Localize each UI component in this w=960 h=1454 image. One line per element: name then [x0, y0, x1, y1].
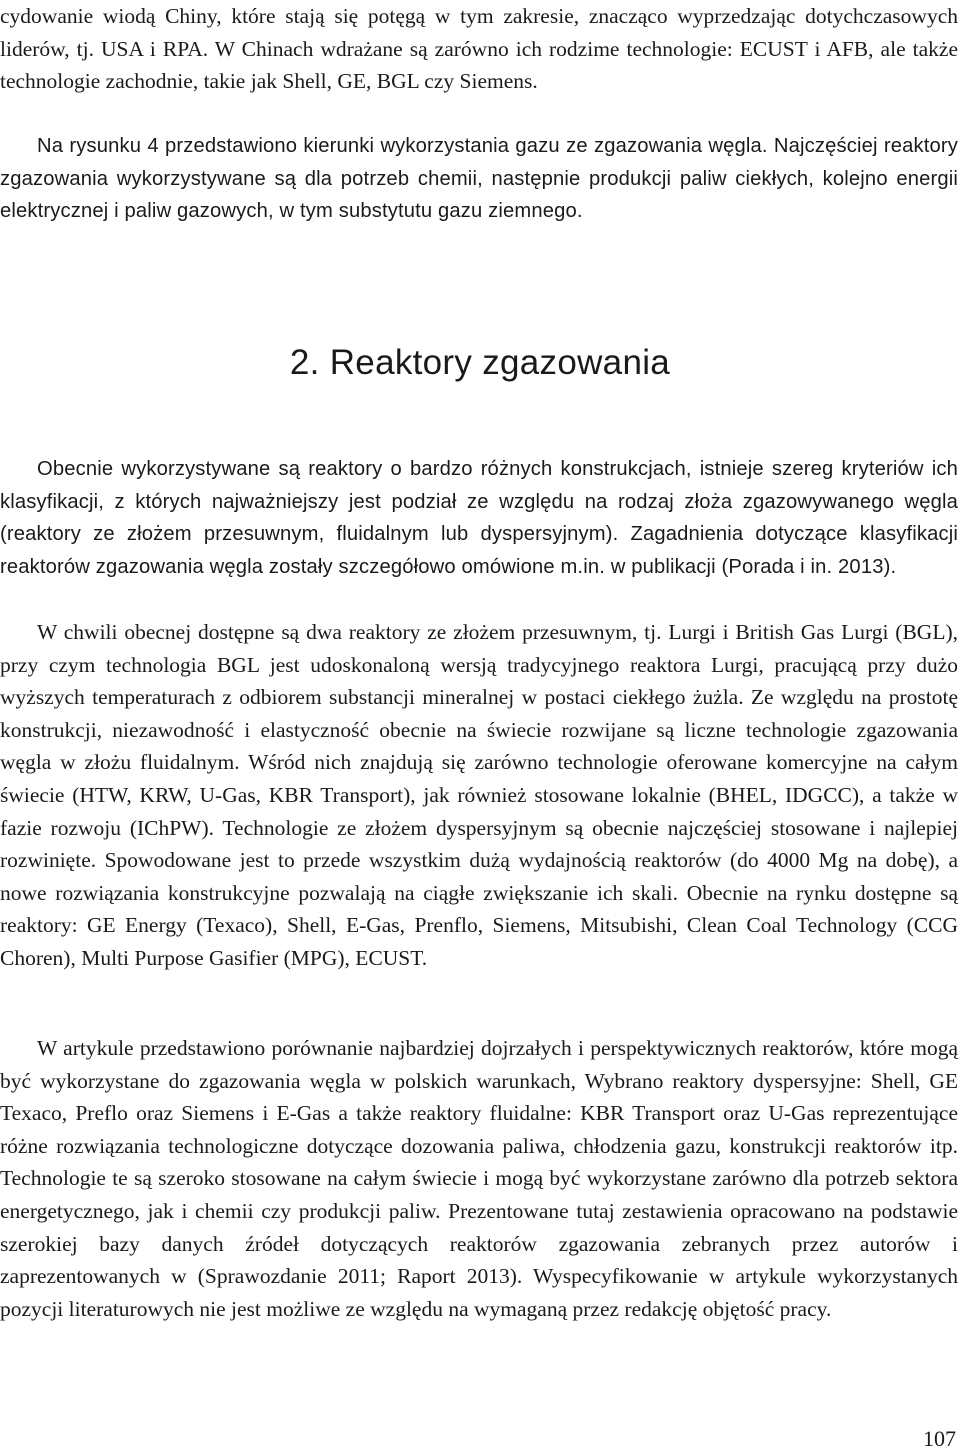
paragraph-lurgi: W chwili obecnej dostępne są dwa reaktory ze złożem przesuwnym, tj. Lurgi i British Gas Lurgi (BGL), przy czym technologia BGL jest udoskonaloną wersją tradycyjnego reaktora Lurgi, pracującą przy dużo wyższych temperaturach z odbiorem substancji mineralnej w postaci ciekłego żużla. Ze względu na prostotę konstrukcji, niezawodność i elastyczność obecnie na świecie rozwijane są liczne technologie zgazowania węgla w złożu fluidalnym. Wśród nich znajdują się zarówno technologie oferowane komercyjne na całym świecie (HTW, KRW, U-Gas, KBR Transport), jak również stosowane lokalnie (BHEL, IDGCC), a także w fazie rozwoju (IChPW). Technologie ze złożem dyspersyjnym są obecnie najczęściej stosowane i najlepiej rozwinięte. Spowodowane jest to przede wszystkim dużą wydajnością reaktorów (do 4000 Mg na dobę), a nowe rozwiązania konstrukcyjne pozwalają na ciągłe zwiększanie ich skali. Obecnie na rynku dostępne są reaktory: GE Energy (Texaco), Shell, E-Gas, Prenflo, Siemens, Mitsubishi, Clean Coal Technology (CCG Choren), Multi Purpose Gasifier (MPG), ECUST.: [0, 620, 958, 970]
section-heading: 2. Reaktory zgazowania: [289, 343, 671, 382]
paragraph-figure-reference: Na rysunku 4 przedstawiono kierunki wykorzystania gazu ze zgazowania węgla. Najczęściej reaktory zgazowania wykorzystywane są dla potrzeb chemii, następnie produkcji paliw ciekłych, kolejno energii elektrycznej i paliw gazowych, w tym substytutu gazu ziemnego.: [0, 135, 958, 223]
paragraph-intro: Obecnie wykorzystywane są reaktory o bardzo różnych konstrukcjach, istnieje szereg kryteriów ich klasyfikacji, z których najważniejszy jest podział ze względu na rodzaj złoża zgazowywanego węgla (reaktory ze złożem przesuwnym, fluidalnym lub dyspersyjnym). Zagadnienia dotyczące klasyfikacji reaktorów zgazowania węgla zostały szczegółowo omówione m.in. w publikacji (Porada i in. 2013).: [0, 458, 958, 578]
paragraph-continuation: cydowanie wiodą Chiny, które stają się potęgą w tym zakresie, znacząco wyprzedzając dotychczasowych liderów, tj. USA i RPA. W Chinach wdrażane są zarówno ich rodzime technologie: ECUST i AFB, ale także technologie zachodnie, takie jak Shell, GE, BGL czy Siemens.: [0, 4, 958, 94]
page-number: 107: [923, 1426, 956, 1451]
paragraph-comparison: W artykule przedstawiono porównanie najbardziej dojrzałych i perspektywicznych reaktorów, które mogą być wykorzystane do zgazowania węgla w polskich warunkach, Wybrano reaktory dyspersyjne: Shell, GE Texaco, Preflo oraz Siemens i E-Gas a także reaktory fluidalne: KBR Transport oraz U-Gas reprezentujące różne rozwiązania technologiczne dotyczące dozowania paliwa, chłodzenia gazu, konstrukcji reaktorów itp. Technologie te są szeroko stosowane na całym świecie i mogą być wykorzystane zarówno dla potrzeb sektora energetycznego, jak i chemii czy produkcji paliw. Prezentowane tutaj zestawienia opracowano na podstawie szerokiej bazy danych źródeł dotyczących reaktorów zgazowania zebranych przez autorów i zaprezentowanych w (Sprawozdanie 2011; Raport 2013). Wyspecyfikowanie w artykule wykorzystanych pozycji literaturowych nie jest możliwe ze względu na wymaganą przez redakcję objętość pracy.: [0, 1036, 958, 1321]
